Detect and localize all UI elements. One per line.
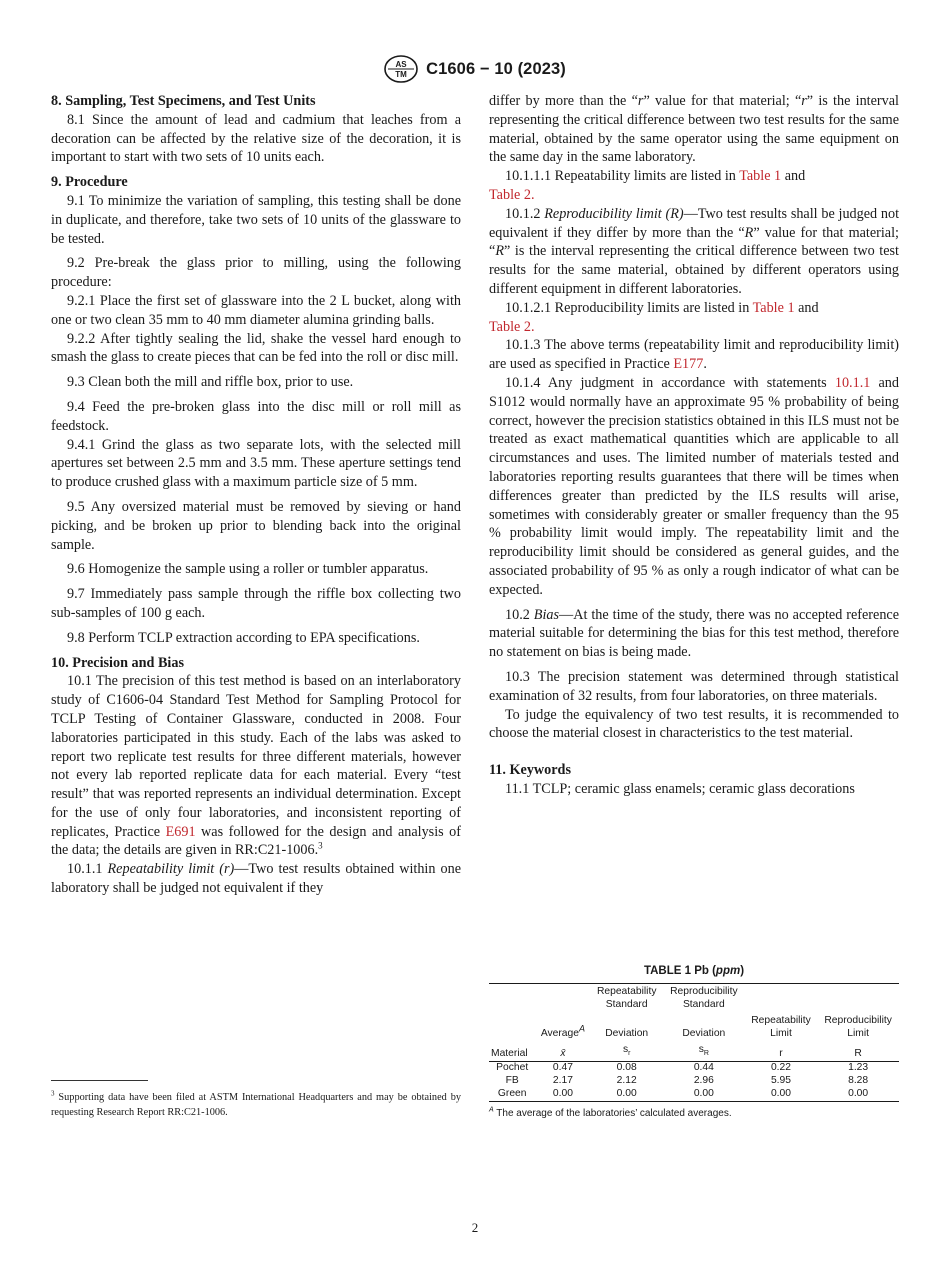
table-note-marker: A	[489, 1107, 494, 1115]
symbol-r: r	[637, 93, 644, 109]
para-9-1: 9.1 To minimize the variation of sampling, this testing shall be done in duplicate, and therefore, take two sets of 10 units of the glassware to be tested.	[51, 192, 461, 247]
header-reproducibility-limit	[817, 984, 899, 1013]
page-header	[0, 55, 950, 88]
table-row	[489, 1088, 899, 1102]
footnote-text: Supporting data have been filed at ASTM International Headquarters and may be obtained by requesting Research Report RR:C21-1006.	[51, 1092, 461, 1118]
table-2-link[interactable]: Table 2.	[489, 318, 535, 335]
para-text: 10.1.3 The above terms (repeatability limit and reproducibility limit) are used as specified in Practice	[489, 337, 899, 373]
para-9-8: 9.8 Perform TCLP extraction according to EPA specifications.	[67, 629, 420, 646]
table-2-link[interactable]: Table 2.	[489, 186, 535, 203]
section-9-title: 9. Procedure	[51, 174, 128, 191]
footnote-rule	[51, 1080, 148, 1081]
para-text: and S1012 would normally have an approximate 95 % probability of being correct, however the precision statistics obtained in this ILS must not be treated as exact mathematical quantities which are applicable to all circumstances and uses. The limited number of materials tested and laboratories reporting results guarantees that there will be times when differences greater than predicted by the ILS results will arise, sometimes with considerably greater or smaller frequency than the 95 % probability limit would imply. The repeatability limit and the reproducibility limit should be considered as general guides, and the associated probability of 95 % as only a rough indicator of what can be expected.	[489, 374, 899, 598]
symbol-R: R	[495, 243, 504, 260]
para-text: ” is the interval representing the critical difference between two test results for the same material, obtained by different operators using different equipment in different laboratories.	[489, 243, 899, 297]
table-cell: 2.17	[552, 1074, 573, 1086]
header-text: Limit	[847, 1028, 869, 1040]
para-9-3: 9.3 Clean both the mill and riffle box, prior to use.	[67, 374, 354, 391]
para-10-1-3	[489, 336, 899, 374]
header-text: Reproducibility	[670, 986, 738, 997]
svg-text:AS: AS	[395, 60, 407, 69]
header-text: s	[622, 1043, 629, 1055]
para-9-6: 9.6 Homogenize the sample using a roller or tumbler apparatus.	[67, 561, 429, 578]
para-text: 10.1.2.1 Reproducibility limits are listed in	[505, 299, 753, 316]
table-title-text: )	[740, 965, 745, 977]
header-average	[535, 984, 590, 1013]
para-text: —Two test results shall be judged not equivalent if they differ by more than the “	[489, 205, 900, 241]
para-num: 10.1.2	[505, 205, 545, 222]
header-reproducibility-sd	[663, 984, 745, 1013]
header-average-label	[535, 1013, 590, 1042]
footnote-ref-3[interactable]: 3	[318, 840, 323, 851]
header-text: Limit	[770, 1028, 792, 1040]
table-cell: 5.95	[770, 1074, 791, 1086]
header-reproducibility-limit-label	[817, 1013, 899, 1042]
para-text: ” value for that material; “	[489, 224, 899, 260]
para-text: and	[781, 168, 806, 185]
header-text: r	[628, 1049, 631, 1057]
table-title-text: TABLE 1 Pb (	[643, 965, 716, 977]
para-9-2: 9.2 Pre-break the glass prior to milling, using the following procedure:	[51, 255, 461, 291]
table-cell: 1.23	[848, 1062, 869, 1074]
left-column	[51, 92, 461, 898]
table-1-link[interactable]: Table 1	[739, 168, 782, 185]
para-10-1-1-text: —Two test results obtained within one laboratory shall be judged not equivalent if they	[51, 861, 461, 897]
header-text: x̄	[560, 1047, 566, 1059]
para-text: 10.1.4 Any judgment in accordance with statements	[505, 374, 835, 391]
para-10-1-text: 10.1 The precision of this test method is based on an interlaboratory study of C1606-04 Standard Test Method for Sampling Protocol for TCLP Testing of Container Glassware, conducted in 2008. Four laboratories participated in this study. Each of the labs was asked to report two replicate test results for three different materials, however not every lab reported replicate data for each material. Every “test result” that was reported represents an individual determination. Except for the use of only four laboratories, and inconsistent reporting of replicates, Practice	[51, 673, 461, 840]
header-material-label: Material	[489, 1042, 535, 1062]
astm-logo-icon	[384, 55, 418, 83]
header-repeatability-limit-label	[745, 1013, 818, 1042]
para-10-1-1	[51, 860, 461, 898]
page-number: 2	[471, 1220, 479, 1235]
header-text: Repeatability	[751, 1014, 811, 1026]
para-10-1-2	[489, 205, 899, 299]
para-9-4-1: 9.4.1 Grind the glass as two separate lots, with the selected mill apertures set between 2.5 mm and 3.5 mm. These aperture settings tend to produce crushed glass with a maximum particle size of 5 mm.	[51, 436, 461, 491]
para-10-3: 10.3 The precision statement was determined through statistical examination of 32 results, from four laboratories, on three materials.	[489, 668, 899, 704]
table-cell: 0.00	[745, 1088, 818, 1102]
para-9-2-2: 9.2.2 After tightly sealing the lid, shake the vessel hard enough to smash the glass to create pieces that can be fed into the roll or disc mill.	[51, 330, 461, 366]
para-10-1-1-num: 10.1.1	[67, 861, 108, 878]
header-note-ref: A	[578, 1023, 585, 1034]
para-num: 10.2	[505, 606, 534, 623]
para-8-1: 8.1 Since the amount of lead and cadmium that leaches from a decoration can be affected by the relative size of the decoration, it is important to start with two sets of 10 units each.	[51, 111, 461, 166]
header-R-symbol: R	[817, 1042, 899, 1062]
para-text: —At the time of the study, there was no accepted reference material suitable for determining the bias for this test method, therefore no statement on bias is being made.	[489, 606, 900, 661]
term-bias: Bias	[533, 606, 560, 623]
header-text: Average	[540, 1028, 579, 1040]
header-average-symbol	[535, 1042, 590, 1062]
table-cell: 0.47	[552, 1062, 573, 1074]
table-cell: 0.00	[663, 1088, 745, 1102]
document-designation: C1606 − 10 (2023)	[426, 59, 566, 78]
header-reproducibility-sd-l3: Deviation	[682, 1028, 726, 1040]
table-cell: FB	[505, 1074, 519, 1086]
table-1-note	[489, 1108, 899, 1119]
para-10-1-2-1	[489, 299, 899, 337]
header-material-spacer	[489, 1013, 535, 1042]
section-10-title: 10. Precision and Bias	[51, 654, 184, 671]
symbol-R: R	[744, 224, 754, 241]
pb-data-table	[489, 983, 899, 1102]
table-cell: 0.00	[535, 1088, 590, 1102]
section-8-title: 8. Sampling, Test Specimens, and Test Units	[51, 93, 316, 109]
table-1	[489, 965, 899, 1119]
header-material	[489, 984, 535, 1013]
table-cell: 0.08	[616, 1062, 637, 1074]
para-11-1: 11.1 TCLP; ceramic glass enamels; ceramic glass decorations	[505, 780, 855, 797]
cont-text-a: differ by more than the “	[489, 93, 638, 109]
table-cell: 0.22	[770, 1062, 791, 1074]
table-cell: 0.00	[817, 1088, 899, 1102]
para-10-1-4	[489, 374, 899, 600]
cont-text-c: ” is the interval representing the critical difference between two test results for the same material, obtained by the same operator using the same equipment on the same day in the same laboratory.	[489, 93, 899, 166]
section-10-1-1-link[interactable]: 10.1.1	[834, 374, 871, 391]
para-text: and	[794, 299, 819, 316]
para-10-1	[51, 672, 461, 860]
table-cell: Green	[489, 1088, 535, 1102]
symbol-r: r	[801, 93, 807, 109]
para-text: 10.1.1.1 Repeatability limits are listed in	[505, 168, 740, 185]
table-title-unit: ppm	[715, 965, 741, 977]
table-cell: 8.28	[848, 1074, 869, 1086]
para-9-7: 9.7 Immediately pass sample through the riffle box collecting two sub-samples of 100 g each.	[51, 586, 461, 621]
para-9-2-1: 9.2.1 Place the first set of glassware into the 2 L bucket, along with one or two clean 35 mm to 40 mm diameter alumina grinding balls.	[51, 292, 461, 328]
table-row	[489, 1062, 899, 1075]
footnote-3	[51, 1091, 461, 1120]
footnote-number: 3	[51, 1089, 55, 1098]
term-repeatability-limit: Repeatability limit (r)	[107, 861, 235, 878]
para-10-1-text-end: was followed for the design and analysis of the data; the details are given in RR:C21-1006.	[51, 823, 461, 859]
header-text: Standard	[605, 999, 648, 1011]
table-cell: 2.96	[693, 1074, 714, 1086]
table-cell: 0.44	[693, 1062, 714, 1074]
right-column	[489, 92, 899, 799]
header-sR-symbol	[663, 1042, 745, 1062]
para-10-1-1-continued	[489, 92, 899, 167]
para-10-3-b: To judge the equivalency of two test results, it is recommended to choose the material closest in characteristics to the test material.	[489, 706, 899, 742]
para-9-5: 9.5 Any oversized material must be removed by sieving or hand picking, and be broken up prior to blending back into the original sample.	[51, 498, 461, 553]
header-text: R	[703, 1049, 709, 1057]
header-text: Repeatability	[596, 986, 657, 997]
header-repeatability-limit	[745, 984, 818, 1013]
para-10-2	[489, 606, 899, 662]
para-10-1-1-1	[489, 167, 899, 205]
cont-text-b: ” value for that material; “	[643, 93, 802, 109]
table-1-link[interactable]: Table 1	[752, 299, 795, 316]
table-cell: 2.12	[616, 1074, 637, 1086]
header-r-symbol: r	[745, 1042, 818, 1062]
table-row	[489, 1075, 899, 1088]
header-repeatability-sd-l3: Deviation	[605, 1028, 649, 1040]
table-1-title	[489, 965, 899, 977]
header-repeatability-sd	[590, 984, 663, 1013]
e177-link[interactable]: E177	[673, 356, 704, 373]
svg-text:TM: TM	[395, 70, 407, 79]
table-note-text: The average of the laboratories’ calculated averages.	[493, 1108, 732, 1120]
header-sr-symbol	[590, 1042, 663, 1062]
term-reproducibility-limit: Reproducibility limit (R)	[544, 205, 684, 222]
table-cell: Pochet	[496, 1062, 529, 1074]
header-text: Standard	[682, 999, 725, 1011]
header-text: s	[698, 1043, 704, 1055]
section-11-title: 11. Keywords	[489, 762, 571, 779]
header-text: Reproducibility	[824, 1014, 892, 1026]
e691-link[interactable]: E691	[165, 823, 196, 840]
para-text: .	[703, 356, 707, 373]
table-cell: 0.00	[590, 1088, 663, 1102]
para-9-4: 9.4 Feed the pre-broken glass into the disc mill or roll mill as feedstock.	[51, 398, 461, 434]
